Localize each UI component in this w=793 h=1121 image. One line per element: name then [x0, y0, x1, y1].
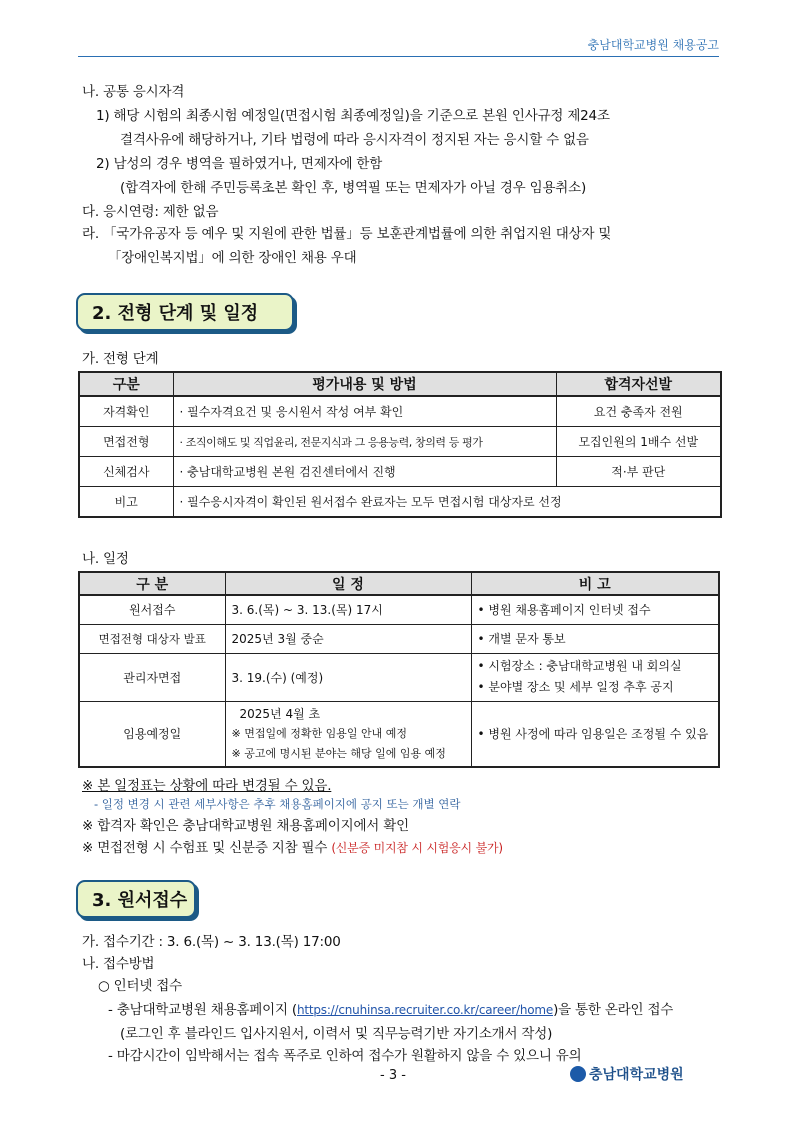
note-text: ※ 본 일정표는 상황에 따라 변경될 수 있음.	[82, 778, 332, 794]
preference-line1: 라. 「국가유공자 등 예우 및 지원에 관한 법률」등 보훈관계법률에 의한 취업지원 대상자 및	[82, 226, 612, 242]
preference-line2: 「장애인복지법」에 의한 장애인 채용 우대	[108, 250, 357, 266]
header-title: 충남대학교병원 채용공고	[587, 38, 719, 52]
schedule-table	[78, 571, 720, 768]
table-cell: · 조직이해도 및 직업윤리, 전문지식과 그 응용능력, 창의력 등 평가	[173, 427, 556, 457]
section3-title-box	[76, 880, 196, 918]
table-cell: 면접전형 대상자 발표	[79, 624, 225, 653]
table-cell	[471, 653, 719, 701]
table-cell: · 충남대학교병원 본원 검진센터에서 진행	[173, 457, 556, 487]
table-row	[79, 457, 721, 487]
table-row	[79, 701, 719, 767]
table-cell: 모집인원의 1배수 선발	[556, 427, 721, 457]
note-schedule-change	[82, 774, 331, 794]
table-cell: 자격확인	[79, 396, 173, 427]
page-number: - 3 -	[380, 1068, 406, 1083]
stage-col-method: 평가내용 및 방법	[173, 372, 556, 396]
section2-title: 2. 전형 단계 및 일정	[92, 303, 259, 324]
application-method: 나. 접수방법	[82, 956, 155, 972]
table-cell: 요건 충족자 전원	[556, 396, 721, 427]
recruit-link[interactable]: https://cnuhinsa.recruiter.co.kr/career/home	[296, 1003, 554, 1017]
logo-icon	[570, 1066, 586, 1082]
note-id-required	[82, 836, 503, 856]
table-cell: 면접전형	[79, 427, 173, 457]
table-cell: 3. 19.(수) (예정)	[225, 653, 471, 701]
remark-line: • 분야별 장소 및 세부 일정 추후 공지	[477, 680, 674, 694]
note-warning: (신분증 미지참 시 시험응시 불가)	[331, 841, 503, 855]
note-text: ※ 면접전형 시 수험표 및 신분증 지참 필수	[82, 840, 328, 856]
date-subnote: ※ 면접일에 정확한 임용일 안내 예정	[231, 726, 407, 740]
logo-text: 충남대학교병원	[589, 1067, 684, 1083]
hospital-logo	[570, 1064, 684, 1084]
table-row	[79, 396, 721, 427]
table-cell: · 필수자격요건 및 응시원서 작성 여부 확인	[173, 396, 556, 427]
table-cell	[225, 701, 471, 767]
date-subnote: ※ 공고에 명시된 분야는 해당 일에 임용 예정	[231, 746, 446, 760]
online-line3: - 마감시간이 임박해서는 접속 폭주로 인하여 접수가 원활하지 않을 수 있으니 유의	[108, 1048, 582, 1064]
table-cell: 적·부 판단	[556, 457, 721, 487]
table-row	[79, 487, 721, 518]
table-cell: 신체검사	[79, 457, 173, 487]
stage-table	[78, 371, 722, 518]
table-row	[79, 653, 719, 701]
table-cell: • 병원 채용홈페이지 인터넷 접수	[471, 595, 719, 624]
schedule-heading: 나. 일정	[82, 551, 129, 567]
schedule-col-remarks: 비 고	[471, 572, 719, 595]
stage-heading: 가. 전형 단계	[82, 351, 159, 367]
table-cell: · 필수응시자격이 확인된 원서접수 완료자는 모두 면접시험 대상자로 선정	[173, 487, 721, 518]
table-cell: 원서접수	[79, 595, 225, 624]
common-item2-line1: 2) 남성의 경우 병역을 필하였거나, 면제자에 한함	[96, 156, 383, 172]
date-line: 2025년 4월 초	[239, 706, 321, 721]
table-cell: 관리자면접	[79, 653, 225, 701]
online-line1	[108, 998, 673, 1018]
stage-col-category: 구분	[79, 372, 173, 396]
common-heading: 나. 공통 응시자격	[82, 84, 185, 100]
online-text: )을 통한 온라인 접수	[553, 1002, 674, 1018]
online-text: - 충남대학교병원 채용홈페이지 (	[108, 1002, 297, 1018]
table-cell: 임용예정일	[79, 701, 225, 767]
online-line2: (로그인 후 블라인드 입사지원서, 이력서 및 직무능력기반 자기소개서 작성)	[120, 1026, 553, 1042]
table-row	[79, 427, 721, 457]
common-item2-line2: (합격자에 한해 주민등록초본 확인 후, 병역필 또는 면제자가 아닐 경우 임용취소)	[120, 180, 587, 196]
schedule-col-category: 구 분	[79, 572, 225, 595]
section3-title: 3. 원서접수	[92, 890, 188, 911]
table-cell: 3. 6.(목) ~ 3. 13.(목) 17시	[225, 595, 471, 624]
note-result-check: ※ 합격자 확인은 충남대학교병원 채용홈페이지에서 확인	[82, 818, 409, 834]
stage-col-selection: 합격자선발	[556, 372, 721, 396]
table-cell: 2025년 3월 중순	[225, 624, 471, 653]
header-divider	[78, 56, 719, 57]
online-application: ○ 인터넷 접수	[98, 978, 182, 994]
schedule-col-date: 일 정	[225, 572, 471, 595]
table-cell: • 병원 사정에 따라 임용일은 조정될 수 있음	[471, 701, 719, 767]
table-row	[79, 595, 719, 624]
age-requirement: 다. 응시연령: 제한 없음	[82, 204, 219, 220]
section2-title-box	[76, 293, 294, 331]
table-cell: • 개별 문자 통보	[471, 624, 719, 653]
remark-line: • 시험장소 : 충남대학교병원 내 회의실	[477, 659, 682, 673]
common-item1-line2: 결격사유에 해당하거나, 기타 법령에 따라 응시자격이 정지된 자는 응시할 수 없음	[120, 132, 589, 148]
note-schedule-change-sub: - 일정 변경 시 관련 세부사항은 추후 채용홈페이지에 공지 또는 개별 연락	[94, 797, 461, 811]
stage-table-header	[79, 372, 721, 396]
schedule-table-header	[79, 572, 719, 595]
table-row	[79, 624, 719, 653]
common-item1-line1: 1) 해당 시험의 최종시험 예정일(면접시험 최종예정일)을 기준으로 본원 인사규정 제24조	[96, 108, 610, 124]
application-period: 가. 접수기간 : 3. 6.(목) ~ 3. 13.(목) 17:00	[82, 934, 341, 950]
table-cell: 비고	[79, 487, 173, 518]
